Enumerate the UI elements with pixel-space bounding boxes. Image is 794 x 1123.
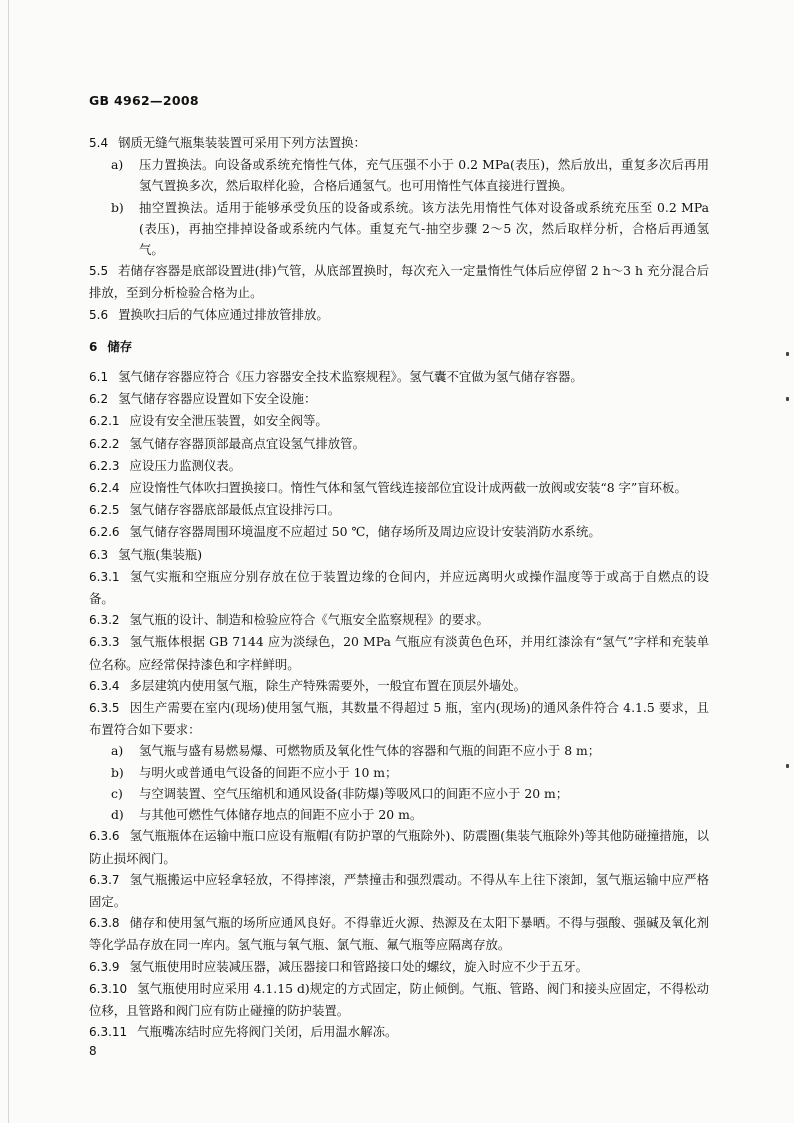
clause-paragraph <box>89 433 709 455</box>
clause-number: 6.2.5 <box>89 503 120 518</box>
clause-number: 6.3.6 <box>89 829 120 844</box>
clause-number: 6.2.1 <box>89 414 120 429</box>
clause-text: 氢气瓶的设计、制造和检验应符合《气瓶安全监察规程》的要求。 <box>129 612 489 628</box>
clause-number: 6.2.2 <box>89 436 120 451</box>
clause-number: 5.5 <box>89 264 109 279</box>
clause-paragraph <box>89 455 709 477</box>
clause-text: 氢气瓶瓶体在运输中瓶口应设有瓶帽(有防护罩的气瓶除外)、防震圈(集装气瓶除外)等其他防碰撞措施，以防止损坏阀门。 <box>89 828 709 866</box>
scan-edge-line <box>8 0 9 1123</box>
clause-paragraph <box>89 477 709 499</box>
clause-text: 多层建筑内使用氢气瓶，除生产特殊需要外，一般宜布置在顶层外墙处。 <box>129 677 527 693</box>
clause-number: 6.3.8 <box>89 916 120 931</box>
clause-text: 若储存容器是底部设置进(排)气管，从底部置换时，每次充入一定量惰性气体后应停留 2 h～3 h 充分混合后排放，至到分析检验合格为止。 <box>89 263 709 301</box>
clause-number: 6.3.9 <box>89 959 120 974</box>
clause-text: 应设惰性气体吹扫置换接口。惰性气体和氢气管线连接部位宜设计成两截一放阀或安装“8 字”盲环板。 <box>129 480 687 496</box>
list-item-label: b) <box>111 199 124 215</box>
clause-paragraph <box>89 912 709 955</box>
list-item-text: 与空调装置、空气压缩机和通风设备(非防爆)等吸风口的间距不应小于 20 m； <box>139 785 569 801</box>
clause-text: 因生产需要在室内(现场)使用氢气瓶，其数量不得超过 5 瓶，室内(现场)的通风条件符合 4.1.5 要求，且布置符合如下要求： <box>89 700 709 738</box>
clause-text: 氢气瓶(集装瓶) <box>118 546 203 562</box>
clause-paragraph <box>89 566 709 609</box>
clause-number: 6.3.2 <box>89 613 120 628</box>
list-item-label: a) <box>111 157 124 173</box>
list-item-label: d) <box>111 807 124 823</box>
clause-paragraph <box>89 956 709 978</box>
clause-text: 储存和使用氢气瓶的场所应通风良好。不得靠近火源、热源及在太阳下暴晒。不得与强酸、强碱及氧化剂等化学品存放在同一库内。氢气瓶与氧气瓶、氯气瓶、氟气瓶等应隔离存放。 <box>89 915 709 953</box>
clause-number: 6.1 <box>89 370 109 385</box>
clause-paragraph <box>89 631 709 674</box>
clause-text: 氢气储存容器应设置如下安全设施： <box>118 391 317 407</box>
clause-text: 气瓶嘴冻结时应先将阀门关闭，后用温水解冻。 <box>137 1024 398 1040</box>
clause-number: 6.3.10 <box>89 981 128 996</box>
clause-number: 6.2.4 <box>89 481 120 496</box>
clause-paragraph <box>89 366 709 388</box>
scan-mark <box>786 397 789 401</box>
list-item-text: 压力置换法。向设备或系统充惰性气体，充气压强不小于 0.2 MPa(表压)，然后放出，重复多次后再用氢气置换多次，然后取样化验，合格后通氢气。也可用惰性气体直接进行置换。 <box>139 157 709 194</box>
clause-number: 6.3.1 <box>89 569 120 584</box>
list-item-label: b) <box>111 764 124 780</box>
section-heading <box>89 336 709 358</box>
clause-paragraph <box>89 1021 709 1043</box>
clause-text: 氢气实瓶和空瓶应分别存放在位于装置边缘的仓间内，并应远离明火或操作温度等于或高于自燃点的设备。 <box>89 568 709 607</box>
clause-text: 氢气瓶使用时应采用 4.1.15 d)规定的方式固定，防止倾倒。气瓶、管路、阀门和接头应固定，不得松动位移，且管路和阀门应有防止碰撞的防护装置。 <box>89 980 709 1018</box>
clause-paragraph <box>89 675 709 697</box>
page-number: 8 <box>89 1044 97 1058</box>
clause-text: 氢气瓶使用时应装减压器，减压器接口和管路接口处的螺纹，旋入时应不少于五牙。 <box>129 958 588 974</box>
clause-paragraph <box>89 304 709 326</box>
list-item <box>89 783 709 804</box>
clause-text: 氢气瓶体根据 GB 7144 应为淡绿色，20 MPa 气瓶应有淡黄色色环，并用红漆涂有“氢气”字样和充装单位名称。应经常保持漆色和字样鲜明。 <box>89 634 709 672</box>
clause-number: 6.3.7 <box>89 872 120 887</box>
clause-paragraph <box>89 410 709 432</box>
clause-paragraph <box>89 499 709 521</box>
list-item-text: 与其他可燃性气体储存地点的间距不应小于 20 m。 <box>139 807 423 823</box>
scan-mark <box>786 352 789 356</box>
standard-header: GB 4962—2008 <box>89 93 199 108</box>
clause-paragraph <box>89 825 709 868</box>
list-item <box>89 154 709 196</box>
clause-paragraph <box>89 697 709 740</box>
list-item <box>89 762 709 783</box>
list-item <box>89 740 709 761</box>
clause-number: 6.2 <box>89 392 109 407</box>
clause-text: 氢气瓶搬运中应轻拿轻放，不得摔滚，严禁撞击和强烈震动。不得从车上往下滚卸，氢气瓶运输中应严格固定。 <box>89 871 709 909</box>
list-item-label: c) <box>111 785 123 801</box>
section-number: 6 <box>89 339 98 354</box>
list-item-label: a) <box>111 743 124 759</box>
clause-number: 6.2.6 <box>89 525 120 540</box>
clause-text: 氢气储存容器顶部最高点宜设氢气排放管。 <box>129 435 365 451</box>
clause-text: 应设压力监测仪表。 <box>129 457 242 473</box>
clause-text: 置换吹扫后的气体应通过排放管排放。 <box>118 306 329 322</box>
clause-number: 6.2.3 <box>89 458 120 473</box>
list-item <box>89 804 709 825</box>
clause-text: 钢质无缝气瓶集装装置可采用下列方法置换： <box>118 135 366 150</box>
section-title: 储存 <box>107 338 133 354</box>
scan-mark <box>786 764 789 768</box>
clause-paragraph <box>89 388 709 410</box>
clause-paragraph <box>89 869 709 912</box>
clause-number: 6.3.3 <box>89 635 120 650</box>
clause-text: 氢气储存容器底部最低点宜设排污口。 <box>129 502 341 518</box>
clause-paragraph <box>89 544 709 566</box>
clause-paragraph <box>89 260 709 303</box>
clause-text: 氢气储存容器应符合《压力容器安全技术监察规程》。氢气囊不宜做为氢气储存容器。 <box>118 369 583 385</box>
clause-number: 5.4 <box>89 136 109 150</box>
list-item-text: 与明火或普通电气设备的间距不应小于 10 m； <box>139 764 398 780</box>
list-item-text: 抽空置换法。适用于能够承受负压的设备或系统。该方法先用惰性气体对设备或系统充压至 0.2 MPa (表压)，再抽空排掉设备或系统内气体。重复充气-抽空步骤 2～5 次，然后取样分析，合格后再通氢气。 <box>139 199 709 258</box>
clause-number: 5.6 <box>89 307 109 322</box>
clause-paragraph <box>89 609 709 631</box>
clause-number: 6.3.4 <box>89 678 120 693</box>
clause-text: 应设有安全泄压装置，如安全阀等。 <box>129 413 328 429</box>
clause-number: 6.3.5 <box>89 701 120 716</box>
clause-number: 6.3 <box>89 547 109 562</box>
list-item-text: 氢气瓶与盛有易燃易爆、可燃物质及氧化性气体的容器和气瓶的间距不应小于 8 m； <box>139 743 601 759</box>
list-item <box>89 197 709 261</box>
clause-paragraph <box>89 521 709 543</box>
clause-text: 氢气储存容器周围环境温度不应超过 50 ℃，储存场所及周边应设计安装消防水系统。 <box>129 524 601 540</box>
clause-number: 6.3.11 <box>89 1025 128 1040</box>
clause-paragraph <box>89 132 709 154</box>
clause-paragraph <box>89 978 709 1021</box>
document-body <box>89 132 709 1043</box>
